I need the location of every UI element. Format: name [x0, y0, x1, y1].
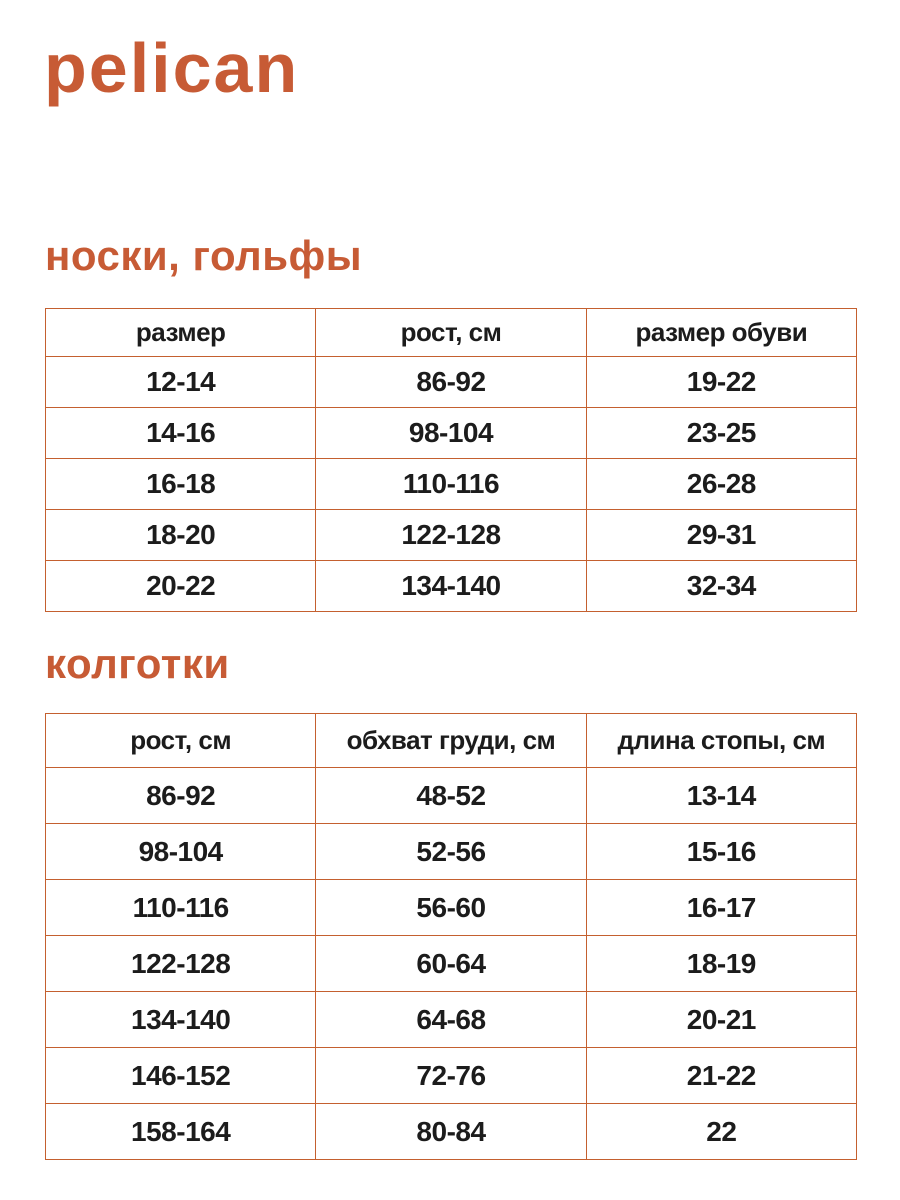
table-row	[46, 510, 857, 561]
table-cell: 72-76	[316, 1048, 586, 1104]
table-cell: 134-140	[316, 561, 586, 612]
table-cell: 19-22	[586, 357, 856, 408]
table-cell: 29-31	[586, 510, 856, 561]
table-row	[46, 357, 857, 408]
table-row	[46, 768, 857, 824]
table-header-row	[46, 714, 857, 768]
section-title-tights: колготки	[45, 640, 230, 687]
table-cell: 26-28	[586, 459, 856, 510]
table-row	[46, 459, 857, 510]
table-cell: 146-152	[46, 1048, 316, 1104]
table-cell: 20-22	[46, 561, 316, 612]
table-cell: 134-140	[46, 992, 316, 1048]
table-cell: 110-116	[316, 459, 586, 510]
table-cell: 16-17	[586, 880, 856, 936]
table-cell: 20-21	[586, 992, 856, 1048]
table-cell: 23-25	[586, 408, 856, 459]
table-cell: 86-92	[46, 768, 316, 824]
table-cell: 56-60	[316, 880, 586, 936]
table-row	[46, 408, 857, 459]
table-cell: 21-22	[586, 1048, 856, 1104]
table-cell: 13-14	[586, 768, 856, 824]
table-cell: 122-128	[316, 510, 586, 561]
table-cell: 22	[586, 1104, 856, 1160]
table-cell: 48-52	[316, 768, 586, 824]
table-cell: 14-16	[46, 408, 316, 459]
column-header: длина стопы, см	[586, 714, 856, 768]
table-cell: 98-104	[316, 408, 586, 459]
table-row	[46, 824, 857, 880]
table-row	[46, 992, 857, 1048]
table-cell: 64-68	[316, 992, 586, 1048]
tights-size-table	[45, 713, 857, 1160]
table-cell: 12-14	[46, 357, 316, 408]
table-cell: 122-128	[46, 936, 316, 992]
table-row	[46, 880, 857, 936]
table-header-row	[46, 309, 857, 357]
table-cell: 60-64	[316, 936, 586, 992]
table-cell: 86-92	[316, 357, 586, 408]
table-cell: 98-104	[46, 824, 316, 880]
column-header: рост, см	[46, 714, 316, 768]
section-title-socks: носки, гольфы	[45, 232, 363, 279]
column-header: обхват груди, см	[316, 714, 586, 768]
table-row	[46, 936, 857, 992]
table-cell: 16-18	[46, 459, 316, 510]
column-header: рост, см	[316, 309, 586, 357]
table-cell: 15-16	[586, 824, 856, 880]
table-cell: 52-56	[316, 824, 586, 880]
table-cell: 18-20	[46, 510, 316, 561]
table-cell: 18-19	[586, 936, 856, 992]
table-row	[46, 1048, 857, 1104]
column-header: размер обуви	[586, 309, 856, 357]
table-cell: 80-84	[316, 1104, 586, 1160]
table-cell: 158-164	[46, 1104, 316, 1160]
table-row	[46, 561, 857, 612]
table-row	[46, 1104, 857, 1160]
table-cell: 32-34	[586, 561, 856, 612]
column-header: размер	[46, 309, 316, 357]
table-cell: 110-116	[46, 880, 316, 936]
brand-logo: pelican	[44, 29, 300, 107]
socks-size-table	[45, 308, 857, 612]
